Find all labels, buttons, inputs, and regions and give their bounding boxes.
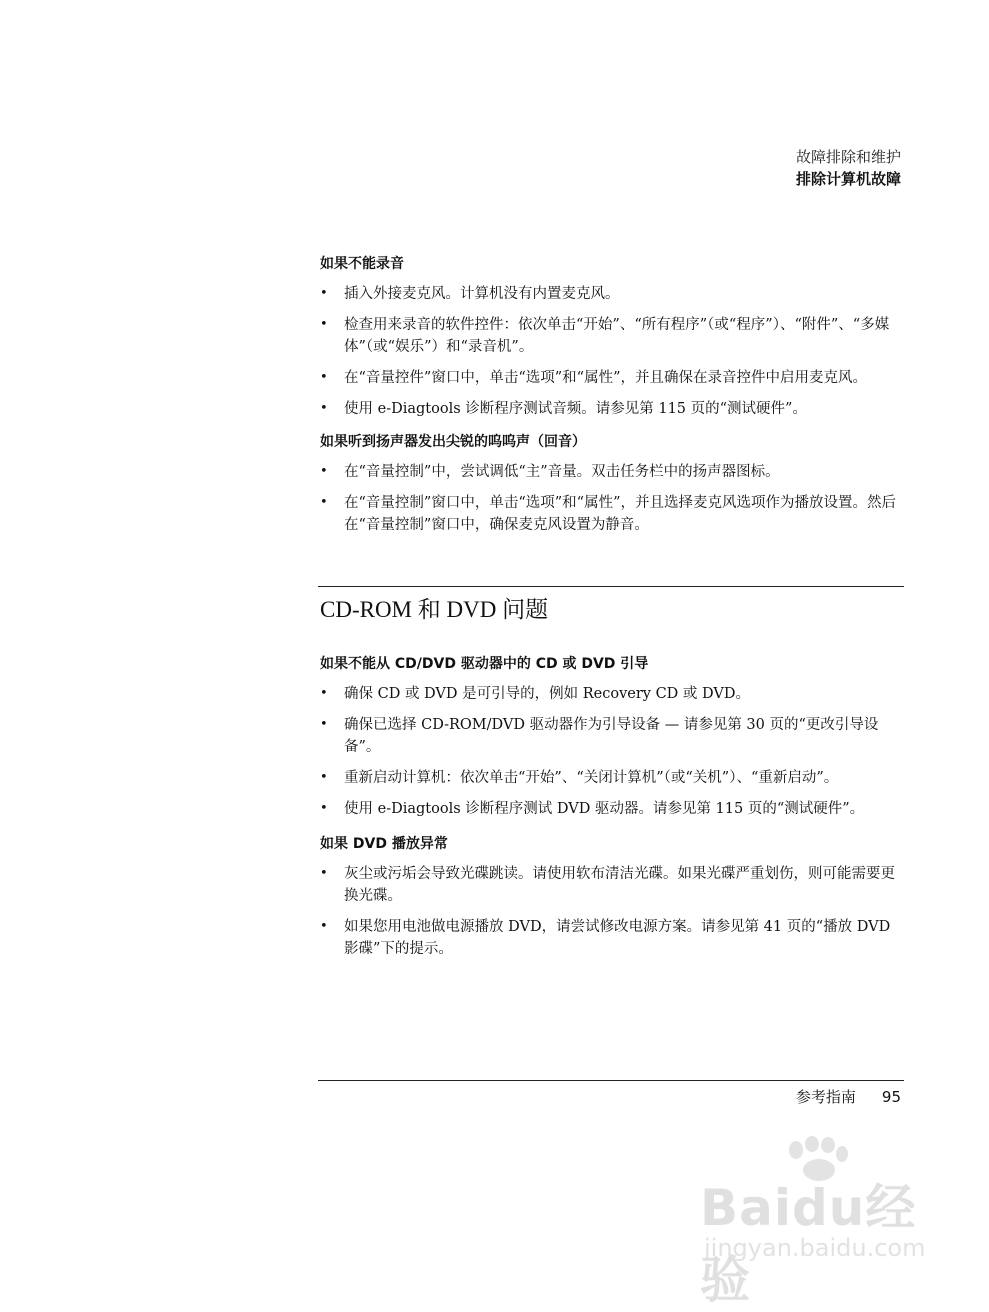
bullet-icon: • [320, 317, 328, 332]
list-item-text: 使用 e-Diagtools 诊断程序测试音频。请参见第 115 页的“测试硬件”。 [344, 401, 807, 417]
bullet-icon: • [320, 401, 328, 416]
list-item [320, 714, 905, 758]
list-item [320, 283, 905, 305]
list-item [320, 314, 905, 358]
bullet-list [320, 683, 905, 820]
list-item [320, 683, 905, 705]
bullet-icon: • [320, 370, 328, 385]
list-item-text: 灰尘或污垢会导致光碟跳读。请使用软布清洁光碟。如果光碟严重划伤，则可能需要更换光碟。 [344, 866, 895, 904]
list-item-text: 在“音量控件”窗口中，单击“选项”和“属性”，并且确保在录音控件中启用麦克风。 [344, 370, 867, 386]
topic-dvd-playback [320, 834, 905, 960]
section-divider [318, 586, 904, 587]
bullet-list [320, 863, 905, 960]
list-item [320, 863, 905, 907]
page-footer [796, 1086, 901, 1108]
bullet-icon: • [320, 495, 328, 510]
list-item [320, 398, 905, 420]
topic-cannot-boot [320, 654, 905, 820]
topic-heading: 如果不能录音 [320, 256, 404, 272]
chapter-title: 故障排除和维护 [795, 148, 901, 166]
watermark-site: jingyan.baidu.com [704, 1234, 926, 1262]
list-item-text: 确保 CD 或 DVD 是可引导的，例如 Recovery CD 或 DVD。 [344, 686, 750, 702]
bullet-icon: • [320, 919, 328, 934]
topic-cannot-record [320, 254, 905, 420]
bullet-icon: • [320, 866, 328, 881]
list-item [320, 367, 905, 389]
list-item-text: 在“音量控制”窗口中，单击“选项”和“属性”，并且选择麦克风选项作为播放设置。然后在“音量控制”窗口中，确保麦克风设置为静音。 [344, 495, 896, 533]
list-item [320, 461, 905, 483]
audio-troubleshooting [320, 254, 905, 536]
running-header [796, 146, 901, 190]
list-item [320, 798, 905, 820]
list-item-text: 在“音量控制”中，尝试调低“主”音量。双击任务栏中的扬声器图标。 [344, 464, 780, 480]
bullet-list [320, 283, 905, 420]
bullet-icon: • [320, 686, 328, 701]
bullet-icon: • [320, 801, 328, 816]
list-item-text: 插入外接麦克风。计算机没有内置麦克风。 [344, 286, 620, 302]
topic-heading: 如果听到扬声器发出尖锐的呜呜声（回音） [320, 434, 586, 450]
watermark-brand: Baidu经验 [700, 1179, 917, 1309]
topic-heading: 如果不能从 CD/DVD 驱动器中的 CD 或 DVD 引导 [320, 656, 649, 672]
list-item-text: 确保已选择 CD-ROM/DVD 驱动器作为引导设备 — 请参见第 30 页的“更改引导设备”。 [344, 717, 879, 755]
baidu-watermark [700, 1132, 950, 1309]
section-header-title: 排除计算机故障 [795, 170, 901, 188]
cd-dvd-troubleshooting [320, 654, 905, 960]
book-title: 参考指南 [795, 1088, 856, 1106]
bullet-icon: • [320, 717, 328, 732]
footer-divider [318, 1080, 904, 1081]
list-item-text: 使用 e-Diagtools 诊断程序测试 DVD 驱动器。请参见第 115 页的“测试硬件”。 [344, 801, 865, 817]
list-item-text: 重新启动计算机：依次单击“开始”、“关闭计算机”（或“关机”）、“重新启动”。 [344, 770, 839, 786]
list-item [320, 492, 905, 536]
bullet-icon: • [320, 770, 328, 785]
list-item-text: 如果您用电池做电源播放 DVD，请尝试修改电源方案。请参见第 41 页的“播放 DVD 影碟”下的提示。 [344, 919, 891, 957]
topic-heading: 如果 DVD 播放异常 [320, 836, 448, 852]
list-item [320, 916, 905, 960]
bullet-list [320, 461, 905, 536]
topic-echo [320, 432, 905, 536]
bullet-icon: • [320, 464, 328, 479]
list-item-text: 检查用来录音的软件控件：依次单击“开始”、“所有程序”（或“程序”）、“附件”、“多媒体”（或“娱乐”）和“录音机”。 [344, 317, 890, 355]
bullet-icon: • [320, 286, 328, 301]
page-number: 95 [881, 1088, 901, 1106]
section-title: CD-ROM 和 DVD 问题 [320, 597, 549, 622]
list-item [320, 767, 905, 789]
